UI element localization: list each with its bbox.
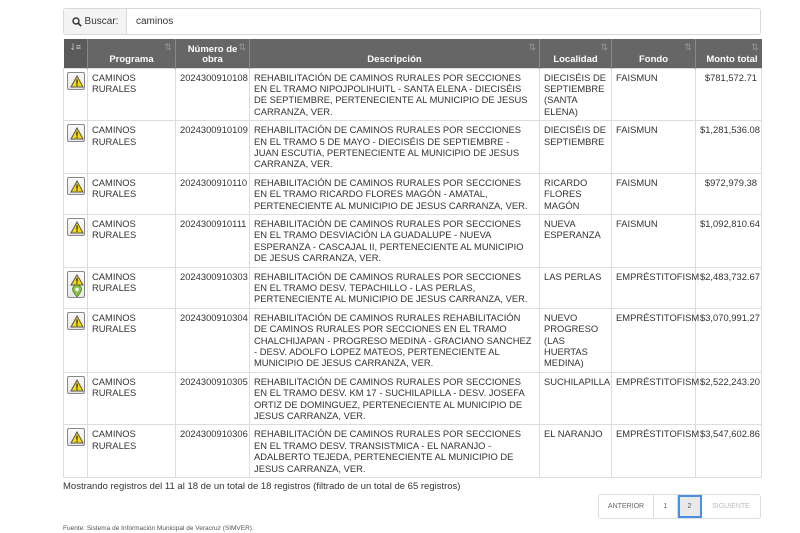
cell-localidad: DIECISÉIS DE SEPTIEMBRE (SANTA ELENA) xyxy=(540,68,612,121)
header-icon-column[interactable] xyxy=(64,39,88,68)
cell-numero: 2024300910306 xyxy=(176,425,250,478)
header-monto-label: Monto total xyxy=(706,53,758,65)
row-icon-cell[interactable] xyxy=(64,372,88,425)
cell-localidad: LAS PERLAS xyxy=(540,267,612,308)
cell-monto: $1,092,810.64 xyxy=(696,214,762,267)
row-icon-cell[interactable] xyxy=(64,68,88,121)
cell-localidad: NUEVO PROGRESO (LAS HUERTAS MEDINA) xyxy=(540,308,612,372)
cell-descripcion: REHABILITACIÓN DE CAMINOS RURALES REHABILITACIÓN DE CAMINOS RURALES POR SECCIONES EN EL TRAMO CHALCHIJAPAN - PROGRESO MEDINA - GRACIANO SANCHEZ - DESV. ADOLFO LOPEZ MATEOS, PERTENECIENTE AL MUNICIPIO DE JESUS CARRANZA, VER. xyxy=(250,308,540,372)
header-fondo-label: Fondo xyxy=(638,53,668,65)
sort-icon: ⇅ xyxy=(238,42,245,52)
search-input[interactable] xyxy=(127,9,760,34)
cell-numero: 2024300910108 xyxy=(176,68,250,121)
page-2-button[interactable]: 2 xyxy=(678,495,702,518)
cell-fondo: FAISMUN xyxy=(612,173,696,214)
cell-fondo: FAISMUN xyxy=(612,214,696,267)
table-row xyxy=(64,214,762,267)
header-numero-line2: obra xyxy=(202,53,223,65)
sort-icon: ⇃≡ xyxy=(69,42,80,52)
previous-page-button[interactable]: ANTERIOR xyxy=(599,495,654,518)
sort-icon: ⇅ xyxy=(750,42,758,52)
cell-numero: 2024300910110 xyxy=(176,173,250,214)
cell-descripcion: REHABILITACIÓN DE CAMINOS RURALES POR SECCIONES EN EL TRAMO RICARDO FLORES MAGÓN - AMATAL, PERTENECIENTE AL MUNICIPIO DE JESUS CARRANZA, VER. xyxy=(250,173,540,214)
header-numero-line1: Número de xyxy=(187,43,238,55)
cell-programa: CAMINOS RURALES xyxy=(88,372,176,425)
cell-localidad: SUCHILAPILLA xyxy=(540,372,612,425)
cell-programa: CAMINOS RURALES xyxy=(88,425,176,478)
search-bar xyxy=(63,8,761,35)
header-descripcion[interactable] xyxy=(250,39,540,68)
cell-programa: CAMINOS RURALES xyxy=(88,68,176,121)
cell-monto: $2,483,732.67 xyxy=(696,267,762,308)
cell-localidad: RICARDO FLORES MAGÓN xyxy=(540,173,612,214)
header-localidad-label: Localidad xyxy=(553,53,598,65)
cell-descripcion: REHABILITACIÓN DE CAMINOS RURALES POR SECCIONES EN EL TRAMO DESV. TEPACHILLO - LAS PERLAS, PERTENECIENTE AL MUNICIPIO DE JESUS CARRANZA, VER. xyxy=(250,267,540,308)
warning-icon[interactable] xyxy=(67,124,85,142)
warning-icon[interactable] xyxy=(67,177,85,195)
row-icon-cell[interactable] xyxy=(64,121,88,174)
table-row xyxy=(64,68,762,121)
table-info: Mostrando registros del 11 al 18 de un total de 18 registros (filtrado de un total de 65 registros) xyxy=(63,481,461,492)
table-row xyxy=(64,173,762,214)
search-icon xyxy=(72,17,82,27)
table-row xyxy=(64,308,762,372)
header-descripcion-label: Descripción xyxy=(367,53,422,65)
cell-programa: CAMINOS RURALES xyxy=(88,214,176,267)
cell-fondo: FAISMUN xyxy=(612,68,696,121)
header-numero-obra[interactable] xyxy=(176,39,250,68)
search-label-box xyxy=(64,9,127,34)
cell-localidad: EL NARANJO xyxy=(540,425,612,478)
cell-monto: $3,547,602.86 xyxy=(696,425,762,478)
header-fondo[interactable] xyxy=(612,39,696,68)
cell-monto: $3,070,991.27 xyxy=(696,308,762,372)
cell-programa: CAMINOS RURALES xyxy=(88,173,176,214)
warning-icon[interactable] xyxy=(67,428,85,446)
table-row xyxy=(64,121,762,174)
table-row xyxy=(64,425,762,478)
cell-numero: 2024300910304 xyxy=(176,308,250,372)
cell-localidad: DIECISÉIS DE SEPTIEMBRE xyxy=(540,121,612,174)
cell-fondo: EMPRÉSTITOFISM xyxy=(612,308,696,372)
warning-icon[interactable] xyxy=(67,376,85,394)
cell-fondo: EMPRÉSTITOFISM xyxy=(612,425,696,478)
cell-numero: 2024300910303 xyxy=(176,267,250,308)
cell-numero: 2024300910111 xyxy=(176,214,250,267)
search-label: Buscar: xyxy=(84,16,119,27)
cell-descripcion: REHABILITACIÓN DE CAMINOS RURALES POR SECCIONES EN EL TRAMO DESVIACIÓN LA GUADALUPE - NUEVA ESPERANZA - CASCAJAL II, PERTENECIENTE AL MUNICIPIO DE JESUS CARRANZA, VER. xyxy=(250,214,540,267)
warning-icon[interactable] xyxy=(67,72,85,90)
cell-fondo: EMPRÉSTITOFISM xyxy=(612,372,696,425)
cell-numero: 2024300910109 xyxy=(176,121,250,174)
table-body xyxy=(64,68,762,478)
header-programa[interactable] xyxy=(88,39,176,68)
cell-numero: 2024300910305 xyxy=(176,372,250,425)
row-icon-cell[interactable] xyxy=(64,267,88,308)
row-icon-cell[interactable] xyxy=(64,308,88,372)
cell-programa: CAMINOS RURALES xyxy=(88,121,176,174)
table-row xyxy=(64,267,762,308)
cell-monto: $972,979.38 xyxy=(696,173,762,214)
cell-monto: $1,281,536.08 xyxy=(696,121,762,174)
sort-icon: ⇅ xyxy=(528,42,535,52)
pagination xyxy=(598,494,761,519)
cell-fondo: EMPRÉSTITOFISM xyxy=(612,267,696,308)
cell-programa: CAMINOS RURALES xyxy=(88,267,176,308)
row-icon-cell[interactable] xyxy=(64,214,88,267)
cell-descripcion: REHABILITACIÓN DE CAMINOS RURALES POR SECCIONES EN EL TRAMO DESV. TRANSISTMICA - EL NARANJO - ADALBERTO TEJEDA, PERTENECIENTE AL MUNICIPIO DE JESUS CARRANZA, VER. xyxy=(250,425,540,478)
cell-localidad: NUEVA ESPERANZA xyxy=(540,214,612,267)
cell-descripcion: REHABILITACIÓN DE CAMINOS RURALES POR SECCIONES EN EL TRAMO DESV. KM 17 - SUCHILAPILLA - DESV. JOSEFA ORTIZ DE DOMINGUEZ, PERTENECIENTE AL MUNICIPIO DE JESUS CARRANZA, VER. xyxy=(250,372,540,425)
obras-table xyxy=(63,39,762,478)
cell-monto: $781,572.71 xyxy=(696,68,762,121)
row-icon-cell[interactable] xyxy=(64,425,88,478)
page-1-button[interactable]: 1 xyxy=(654,495,678,518)
warning-icon[interactable] xyxy=(67,312,85,330)
warning-icon[interactable] xyxy=(67,218,85,236)
cell-descripcion: REHABILITACIÓN DE CAMINOS RURALES POR SECCIONES EN EL TRAMO 5 DE MAYO - DIECISÉIS DE SEPTIEMBRE - JUAN ESCUTIA, PERTENECIENTE AL MUNICIPIO DE JESUS CARRANZA, VER. xyxy=(250,121,540,174)
header-monto[interactable] xyxy=(696,39,762,68)
sort-icon: ⇅ xyxy=(684,42,691,52)
row-icon-cell[interactable] xyxy=(64,173,88,214)
sort-icon: ⇅ xyxy=(600,42,607,52)
cell-monto: $2,522,243.20 xyxy=(696,372,762,425)
source-note: Fuente: Sistema de Información Municipal de Veracruz (SIMVER). xyxy=(63,525,254,532)
table-header-row xyxy=(64,39,762,68)
cell-descripcion: REHABILITACIÓN DE CAMINOS RURALES POR SECCIONES EN EL TRAMO NIPOJPOLIHUITL - SANTA ELENA - DIECISÉIS DE SEPTIEMBRE, PERTENECIENTE AL MUNICIPIO DE JESUS CARRANZA, VER. xyxy=(250,68,540,121)
table-row xyxy=(64,372,762,425)
header-programa-label: Programa xyxy=(109,53,154,65)
header-localidad[interactable] xyxy=(540,39,612,68)
warning-location-icon[interactable] xyxy=(67,271,85,298)
sort-icon: ⇅ xyxy=(164,42,171,52)
cell-fondo: FAISMUN xyxy=(612,121,696,174)
cell-programa: CAMINOS RURALES xyxy=(88,308,176,372)
next-page-button[interactable]: SIGUIENTE xyxy=(712,503,750,510)
